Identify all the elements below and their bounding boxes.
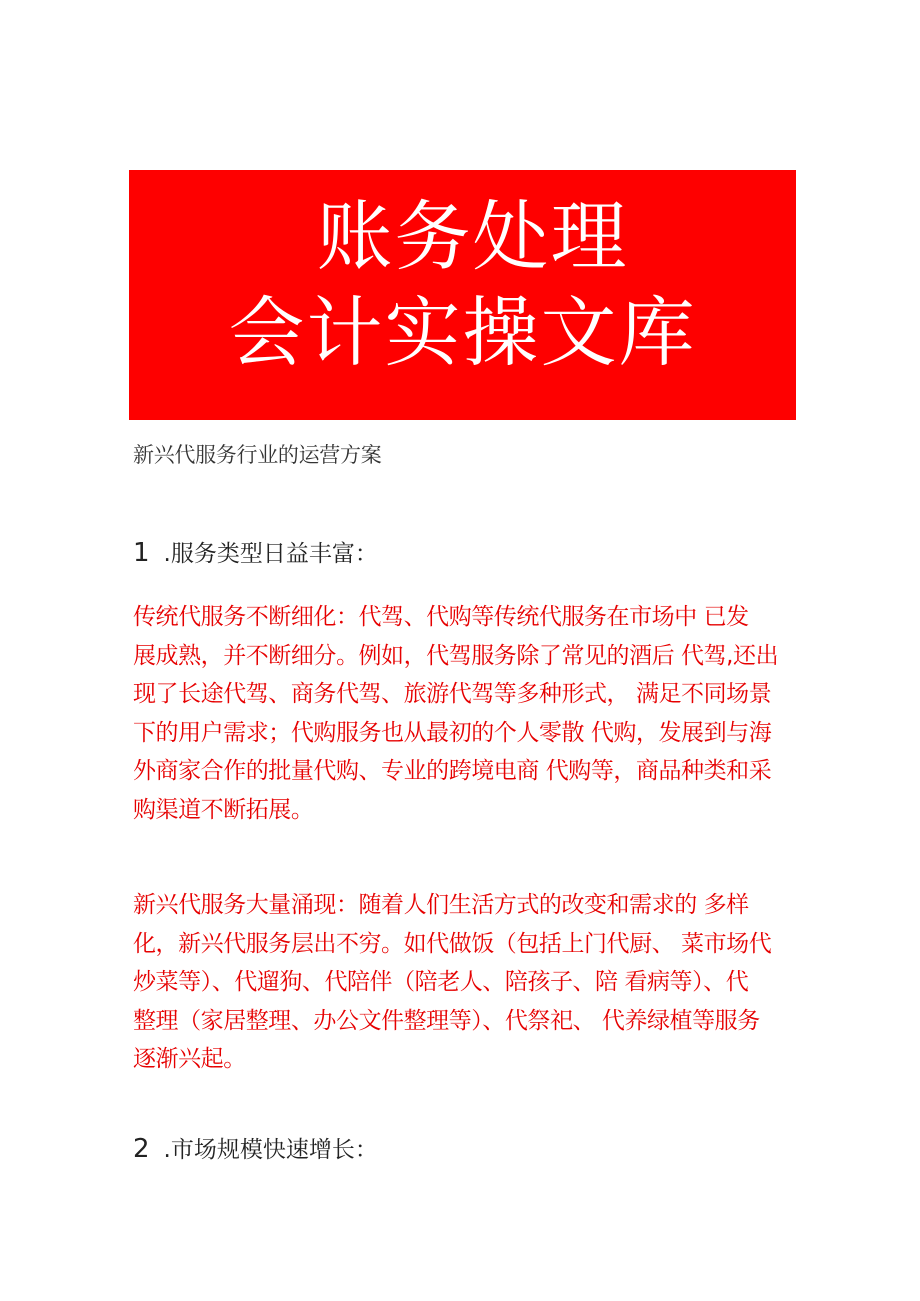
- paragraph-line: 现了长途代驾、商务代驾、旅游代驾等多种形式， 满足不同场景: [133, 681, 772, 707]
- section-number: 1: [133, 538, 150, 568]
- paragraph-line: 化，新兴代服务层出不穷。如代做饭（包括上门代厨、 菜市场代: [133, 930, 772, 957]
- banner-title-line-1: 账务处理: [316, 192, 629, 281]
- paragraph-traditional-services: [133, 598, 798, 829]
- section-heading-1: [133, 537, 378, 570]
- paragraph-line: 整理（家居整理、办公文件整理等）、代祭祀、 代养绿植等服务: [133, 1007, 760, 1034]
- paragraph-line: 逐渐兴起。: [133, 1046, 246, 1072]
- paragraph-line: 下的用户需求；代购服务也从最初的个人零散 代购，发展到与海: [133, 719, 772, 746]
- title-banner: [129, 170, 796, 420]
- section-heading-text: .市场规模快速增长：: [163, 1137, 378, 1163]
- paragraph-line: 展成熟，并不断细分。例如，代驾服务除了常见的酒后 代驾,还出: [133, 642, 779, 669]
- section-number: 2: [133, 1134, 150, 1164]
- paragraph-line: 购渠道不断拓展。: [133, 796, 314, 823]
- paragraph-emerging-services: [133, 886, 798, 1079]
- paragraph-line: 外商家合作的批量代购、专业的跨境电商 代购等，商品种类和采: [133, 758, 772, 784]
- section-heading-2: [133, 1133, 378, 1166]
- paragraph-line: 传统代服务不断细化：代驾、代购等传统代服务在市场中 已发: [133, 604, 749, 630]
- document-title: 新兴代服务行业的运营方案: [133, 443, 382, 467]
- paragraph-line: 炒菜等）、代遛狗、代陪伴（陪老人、陪孩子、陪 看病等）、代: [133, 969, 749, 995]
- section-heading-text: .服务类型日益丰富：: [163, 541, 378, 567]
- paragraph-line: 新兴代服务大量涌现：随着人们生活方式的改变和需求的 多样: [133, 892, 749, 918]
- banner-title-line-2: 会计实操文库: [228, 288, 697, 377]
